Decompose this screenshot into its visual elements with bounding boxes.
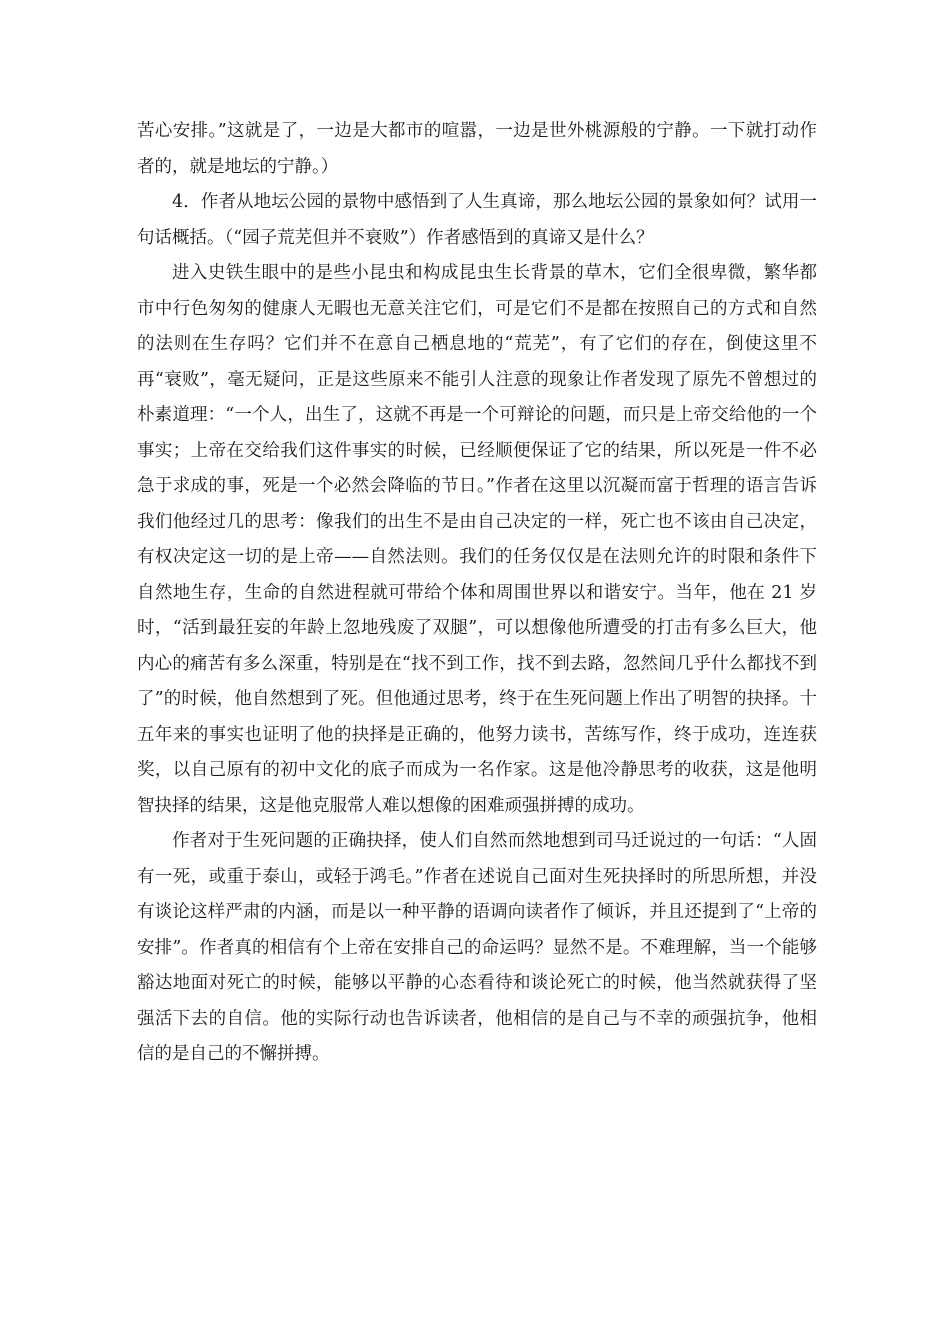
paragraph-analysis: 进入史铁生眼中的是些小昆虫和构成昆虫生长背景的草木，它们全很卑微，繁华都市中行色匆匆的健康人无暇也无意关注它们，可是它们不是都在按照自己的方式和自然的法则在生存吗？它们并不在意自己栖息地的“荒芜”，有了它们的存在，倒使这里不再“衰败”，毫无疑问，正是这些原来不能引人注意的现象让作者发现了原先不曾想过的朴素道理：“一个人，出生了，这就不再是一个可辩论的问题，而只是上帝交给他的一个事实；上帝在交给我们这件事实的时候，已经顺便保证了它的结果，所以死是一件不必急于求成的事，死是一个必然会降临的节日。”作者在这里以沉凝而富于哲理的语言告诉我们他经过几的思考：像我们的出生不是由自己决定的一样，死亡也不该由自己决定，有权决定这一切的是上帝——自然法则。我们的任务仅仅是在法则允许的时限和条件下自然地生存，生命的自然进程就可带给个体和周围世界以和谐安宁。当年，他在 21 岁时，“活到最狂妄的年龄上忽地残废了双腿”，可以想像他所遭受的打击有多么巨大，他内心的痛苦有多么深重，特别是在“找不到工作，找不到去路，忽然间几乎什么都找不到了”的时候，他自然想到了死。但他通过思考，终于在生死问题上作出了明智的抉择。十五年来的事实也证明了他的抉择是正确的，他努力读书，苦练写作，终于成功，连连获奖，以自己原有的初中文化的底子而成为一名作家。这是他冷静思考的收获，这是他明智抉择的结果，这是他克服常人难以想像的困难顽强拼搏的成功。 (137, 263, 817, 816)
paragraph-question-4: 4．作者从地坛公园的景物中感悟到了人生真谛，那么地坛公园的景象如何？试用一句话概括。（“园子荒芜但并不衰败”）作者感悟到的真谛又是什么？ (137, 192, 817, 248)
paragraph-continuation: 苦心安排。”这就是了，一边是大都市的喧嚣，一边是世外桃源般的宁静。一下就打动作者的，就是地坛的宁静。） (137, 121, 817, 177)
document-body (137, 114, 817, 1073)
paragraph-conclusion: 作者对于生死问题的正确抉择，使人们自然而然地想到司马迁说过的一句话：“人固有一死，或重于泰山，或轻于鸿毛。”作者在述说自己面对生死抉择时的所思所想，并没有谈论这样严肃的内涵，而是以一种平静的语调向读者作了倾诉，并且还提到了“上帝的安排”。作者真的相信有个上帝在安排自己的命运吗？显然不是。不难理解，当一个能够豁达地面对死亡的时候，能够以平静的心态看待和谈论死亡的时候，他当然就获得了坚强活下去的自信。他的实际行动也告诉读者，他相信的是自己与不幸的顽强抗争，他相信的是自己的不懈拼搏。 (137, 831, 817, 1064)
